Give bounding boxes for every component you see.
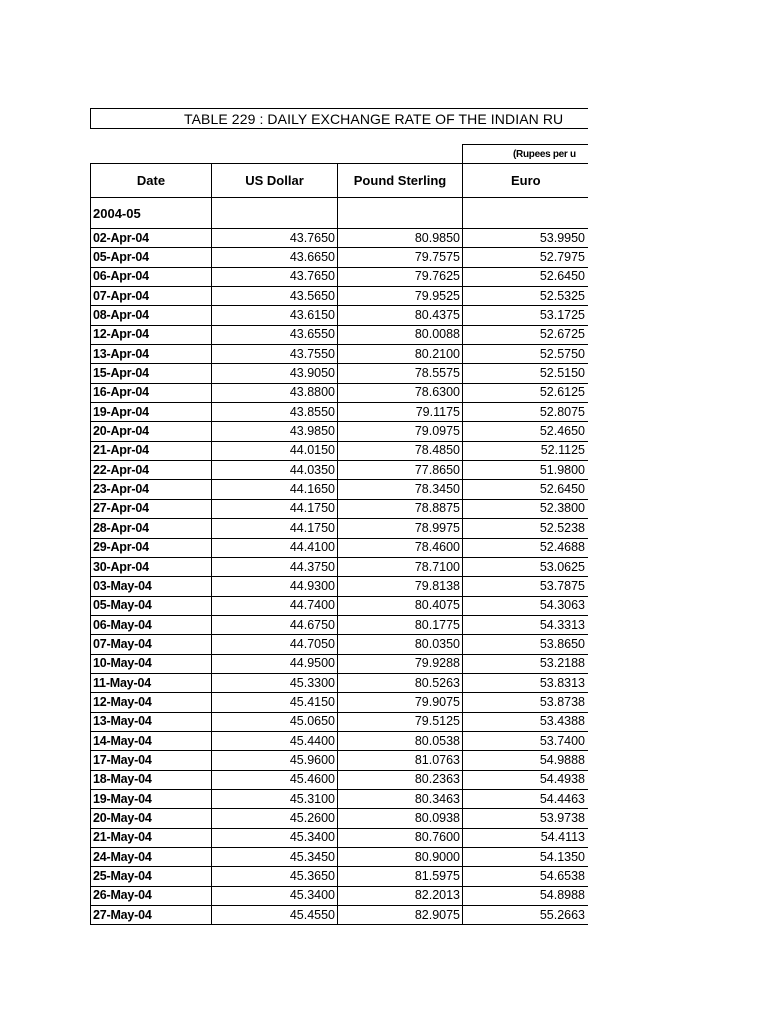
date-cell: 08-Apr-04 bbox=[91, 306, 212, 325]
pound-sterling-cell: 78.8875 bbox=[338, 499, 463, 518]
pound-sterling-cell: 79.9525 bbox=[338, 287, 463, 306]
header-row bbox=[91, 164, 589, 198]
pound-sterling-cell: 78.4600 bbox=[338, 538, 463, 557]
euro-cell: 51.9800 bbox=[463, 461, 589, 480]
pound-sterling-cell: 78.7100 bbox=[338, 557, 463, 576]
us-dollar-cell: 43.5650 bbox=[212, 287, 338, 306]
euro-cell: 52.5325 bbox=[463, 287, 589, 306]
euro-cell: 52.4688 bbox=[463, 538, 589, 557]
us-dollar-cell: 44.0350 bbox=[212, 461, 338, 480]
pound-sterling-cell: 78.5575 bbox=[338, 364, 463, 383]
pound-sterling-cell: 78.9975 bbox=[338, 519, 463, 538]
euro-cell: 54.3063 bbox=[463, 596, 589, 615]
us-dollar-cell: 43.7550 bbox=[212, 345, 338, 364]
pound-sterling-cell: 80.0938 bbox=[338, 809, 463, 828]
pound-sterling-cell: 80.4375 bbox=[338, 306, 463, 325]
pound-sterling-cell: 79.1175 bbox=[338, 403, 463, 422]
table-row bbox=[91, 325, 589, 344]
year-row bbox=[91, 198, 589, 229]
pound-sterling-cell: 79.5125 bbox=[338, 712, 463, 731]
us-dollar-cell: 44.6750 bbox=[212, 615, 338, 634]
table-row bbox=[91, 712, 589, 731]
pound-sterling-cell: 79.0975 bbox=[338, 422, 463, 441]
date-cell: 10-May-04 bbox=[91, 654, 212, 673]
pound-sterling-cell: 79.7625 bbox=[338, 267, 463, 286]
date-cell: 05-Apr-04 bbox=[91, 248, 212, 267]
date-cell: 20-May-04 bbox=[91, 809, 212, 828]
euro-cell: 54.8988 bbox=[463, 886, 589, 905]
pound-sterling-cell: 80.2100 bbox=[338, 345, 463, 364]
pound-sterling-cell: 81.5975 bbox=[338, 867, 463, 886]
us-dollar-cell: 45.4150 bbox=[212, 693, 338, 712]
table-row bbox=[91, 441, 589, 460]
euro-cell: 54.1350 bbox=[463, 848, 589, 867]
us-dollar-cell: 45.3650 bbox=[212, 867, 338, 886]
date-cell: 27-May-04 bbox=[91, 906, 212, 925]
date-cell: 24-May-04 bbox=[91, 848, 212, 867]
table-row bbox=[91, 538, 589, 557]
us-dollar-cell: 45.3450 bbox=[212, 848, 338, 867]
us-dollar-cell: 45.3400 bbox=[212, 828, 338, 847]
date-cell: 19-May-04 bbox=[91, 789, 212, 808]
us-dollar-cell: 45.4600 bbox=[212, 770, 338, 789]
table-row bbox=[91, 519, 589, 538]
date-cell: 06-Apr-04 bbox=[91, 267, 212, 286]
us-dollar-cell: 43.7650 bbox=[212, 229, 338, 248]
date-cell: 13-Apr-04 bbox=[91, 345, 212, 364]
euro-cell: 53.4388 bbox=[463, 712, 589, 731]
euro-cell: 54.4113 bbox=[463, 828, 589, 847]
euro-cell: 55.2663 bbox=[463, 906, 589, 925]
table-row bbox=[91, 306, 589, 325]
table-row bbox=[91, 287, 589, 306]
us-dollar-cell: 45.4400 bbox=[212, 731, 338, 750]
euro-cell: 52.6450 bbox=[463, 267, 589, 286]
euro-cell: 54.9888 bbox=[463, 751, 589, 770]
pound-sterling-cell: 80.9000 bbox=[338, 848, 463, 867]
euro-cell: 52.4650 bbox=[463, 422, 589, 441]
year-cell-empty bbox=[463, 198, 589, 229]
us-dollar-cell: 44.1750 bbox=[212, 499, 338, 518]
pound-sterling-cell: 80.7600 bbox=[338, 828, 463, 847]
table-row bbox=[91, 577, 589, 596]
table-row bbox=[91, 403, 589, 422]
euro-cell: 53.8738 bbox=[463, 693, 589, 712]
us-dollar-cell: 44.7400 bbox=[212, 596, 338, 615]
euro-cell: 53.1725 bbox=[463, 306, 589, 325]
date-cell: 11-May-04 bbox=[91, 673, 212, 692]
us-dollar-cell: 45.9600 bbox=[212, 751, 338, 770]
year-cell-empty bbox=[338, 198, 463, 229]
us-dollar-cell: 43.6550 bbox=[212, 325, 338, 344]
year-cell-empty bbox=[212, 198, 338, 229]
table-row bbox=[91, 383, 589, 402]
euro-cell: 53.7400 bbox=[463, 731, 589, 750]
us-dollar-cell: 45.3300 bbox=[212, 673, 338, 692]
date-cell: 25-May-04 bbox=[91, 867, 212, 886]
table-row bbox=[91, 480, 589, 499]
pound-sterling-cell: 80.1775 bbox=[338, 615, 463, 634]
date-cell: 03-May-04 bbox=[91, 577, 212, 596]
date-cell: 18-May-04 bbox=[91, 770, 212, 789]
table-body bbox=[91, 198, 589, 925]
table-row bbox=[91, 906, 589, 925]
euro-cell: 54.3313 bbox=[463, 615, 589, 634]
table-row bbox=[91, 867, 589, 886]
pound-sterling-cell: 79.8138 bbox=[338, 577, 463, 596]
date-cell: 16-Apr-04 bbox=[91, 383, 212, 402]
table-row bbox=[91, 673, 589, 692]
us-dollar-cell: 43.8550 bbox=[212, 403, 338, 422]
table-row bbox=[91, 364, 589, 383]
date-cell: 14-May-04 bbox=[91, 731, 212, 750]
us-dollar-cell: 45.3100 bbox=[212, 789, 338, 808]
date-cell: 21-Apr-04 bbox=[91, 441, 212, 460]
us-dollar-cell: 43.9850 bbox=[212, 422, 338, 441]
date-cell: 19-Apr-04 bbox=[91, 403, 212, 422]
pound-sterling-cell: 80.9850 bbox=[338, 229, 463, 248]
date-cell: 13-May-04 bbox=[91, 712, 212, 731]
table-row bbox=[91, 557, 589, 576]
pound-sterling-cell: 77.8650 bbox=[338, 461, 463, 480]
table-title-box bbox=[90, 108, 588, 129]
euro-cell: 53.8650 bbox=[463, 635, 589, 654]
table-row bbox=[91, 422, 589, 441]
exchange-rate-table bbox=[90, 163, 588, 925]
table-row bbox=[91, 248, 589, 267]
pound-sterling-cell: 80.2363 bbox=[338, 770, 463, 789]
unit-note: (Rupees per u bbox=[513, 149, 576, 160]
us-dollar-cell: 44.9300 bbox=[212, 577, 338, 596]
us-dollar-cell: 43.6650 bbox=[212, 248, 338, 267]
table-row bbox=[91, 789, 589, 808]
us-dollar-cell: 44.3750 bbox=[212, 557, 338, 576]
us-dollar-cell: 45.0650 bbox=[212, 712, 338, 731]
euro-cell: 52.3800 bbox=[463, 499, 589, 518]
pound-sterling-cell: 80.0088 bbox=[338, 325, 463, 344]
document-page bbox=[90, 108, 588, 928]
table-title: TABLE 229 : DAILY EXCHANGE RATE OF THE INDIAN RU bbox=[184, 111, 564, 127]
euro-cell: 52.1125 bbox=[463, 441, 589, 460]
header-date: Date bbox=[91, 164, 212, 198]
euro-cell: 53.7875 bbox=[463, 577, 589, 596]
pound-sterling-cell: 80.5263 bbox=[338, 673, 463, 692]
date-cell: 28-Apr-04 bbox=[91, 519, 212, 538]
header-euro: Euro bbox=[463, 164, 589, 198]
table-row bbox=[91, 693, 589, 712]
date-cell: 22-Apr-04 bbox=[91, 461, 212, 480]
table-row bbox=[91, 848, 589, 867]
pound-sterling-cell: 80.0350 bbox=[338, 635, 463, 654]
us-dollar-cell: 43.7650 bbox=[212, 267, 338, 286]
unit-note-box bbox=[462, 144, 588, 164]
pound-sterling-cell: 80.3463 bbox=[338, 789, 463, 808]
euro-cell: 52.6450 bbox=[463, 480, 589, 499]
pound-sterling-cell: 79.9288 bbox=[338, 654, 463, 673]
date-cell: 12-May-04 bbox=[91, 693, 212, 712]
date-cell: 05-May-04 bbox=[91, 596, 212, 615]
pound-sterling-cell: 81.0763 bbox=[338, 751, 463, 770]
us-dollar-cell: 44.1650 bbox=[212, 480, 338, 499]
euro-cell: 52.8075 bbox=[463, 403, 589, 422]
header-pound-sterling: Pound Sterling bbox=[338, 164, 463, 198]
euro-cell: 53.8313 bbox=[463, 673, 589, 692]
year-label: 2004-05 bbox=[91, 198, 212, 229]
date-cell: 12-Apr-04 bbox=[91, 325, 212, 344]
euro-cell: 52.5750 bbox=[463, 345, 589, 364]
date-cell: 20-Apr-04 bbox=[91, 422, 212, 441]
table-row bbox=[91, 345, 589, 364]
euro-cell: 54.4938 bbox=[463, 770, 589, 789]
date-cell: 23-Apr-04 bbox=[91, 480, 212, 499]
date-cell: 26-May-04 bbox=[91, 886, 212, 905]
us-dollar-cell: 45.4550 bbox=[212, 906, 338, 925]
pound-sterling-cell: 79.9075 bbox=[338, 693, 463, 712]
us-dollar-cell: 43.6150 bbox=[212, 306, 338, 325]
pound-sterling-cell: 79.7575 bbox=[338, 248, 463, 267]
euro-cell: 52.6725 bbox=[463, 325, 589, 344]
date-cell: 07-Apr-04 bbox=[91, 287, 212, 306]
pound-sterling-cell: 80.4075 bbox=[338, 596, 463, 615]
header-us-dollar: US Dollar bbox=[212, 164, 338, 198]
table-row bbox=[91, 751, 589, 770]
date-cell: 07-May-04 bbox=[91, 635, 212, 654]
table-row bbox=[91, 267, 589, 286]
pound-sterling-cell: 82.9075 bbox=[338, 906, 463, 925]
date-cell: 21-May-04 bbox=[91, 828, 212, 847]
table-row bbox=[91, 828, 589, 847]
euro-cell: 52.5238 bbox=[463, 519, 589, 538]
us-dollar-cell: 45.2600 bbox=[212, 809, 338, 828]
table-row bbox=[91, 886, 589, 905]
euro-cell: 53.2188 bbox=[463, 654, 589, 673]
date-cell: 30-Apr-04 bbox=[91, 557, 212, 576]
euro-cell: 53.0625 bbox=[463, 557, 589, 576]
us-dollar-cell: 45.3400 bbox=[212, 886, 338, 905]
euro-cell: 52.6125 bbox=[463, 383, 589, 402]
table-row bbox=[91, 731, 589, 750]
table-row bbox=[91, 654, 589, 673]
table-row bbox=[91, 499, 589, 518]
table-row bbox=[91, 229, 589, 248]
us-dollar-cell: 44.9500 bbox=[212, 654, 338, 673]
pound-sterling-cell: 78.6300 bbox=[338, 383, 463, 402]
euro-cell: 53.9950 bbox=[463, 229, 589, 248]
table-row bbox=[91, 615, 589, 634]
euro-cell: 52.7975 bbox=[463, 248, 589, 267]
euro-cell: 53.9738 bbox=[463, 809, 589, 828]
us-dollar-cell: 44.4100 bbox=[212, 538, 338, 557]
date-cell: 06-May-04 bbox=[91, 615, 212, 634]
us-dollar-cell: 43.8800 bbox=[212, 383, 338, 402]
us-dollar-cell: 44.0150 bbox=[212, 441, 338, 460]
table-row bbox=[91, 770, 589, 789]
table-row bbox=[91, 461, 589, 480]
pound-sterling-cell: 80.0538 bbox=[338, 731, 463, 750]
us-dollar-cell: 44.7050 bbox=[212, 635, 338, 654]
pound-sterling-cell: 78.3450 bbox=[338, 480, 463, 499]
date-cell: 27-Apr-04 bbox=[91, 499, 212, 518]
table-row bbox=[91, 596, 589, 615]
euro-cell: 54.6538 bbox=[463, 867, 589, 886]
date-cell: 02-Apr-04 bbox=[91, 229, 212, 248]
table-row bbox=[91, 635, 589, 654]
pound-sterling-cell: 82.2013 bbox=[338, 886, 463, 905]
date-cell: 17-May-04 bbox=[91, 751, 212, 770]
date-cell: 15-Apr-04 bbox=[91, 364, 212, 383]
us-dollar-cell: 43.9050 bbox=[212, 364, 338, 383]
us-dollar-cell: 44.1750 bbox=[212, 519, 338, 538]
euro-cell: 52.5150 bbox=[463, 364, 589, 383]
euro-cell: 54.4463 bbox=[463, 789, 589, 808]
table-row bbox=[91, 809, 589, 828]
date-cell: 29-Apr-04 bbox=[91, 538, 212, 557]
pound-sterling-cell: 78.4850 bbox=[338, 441, 463, 460]
